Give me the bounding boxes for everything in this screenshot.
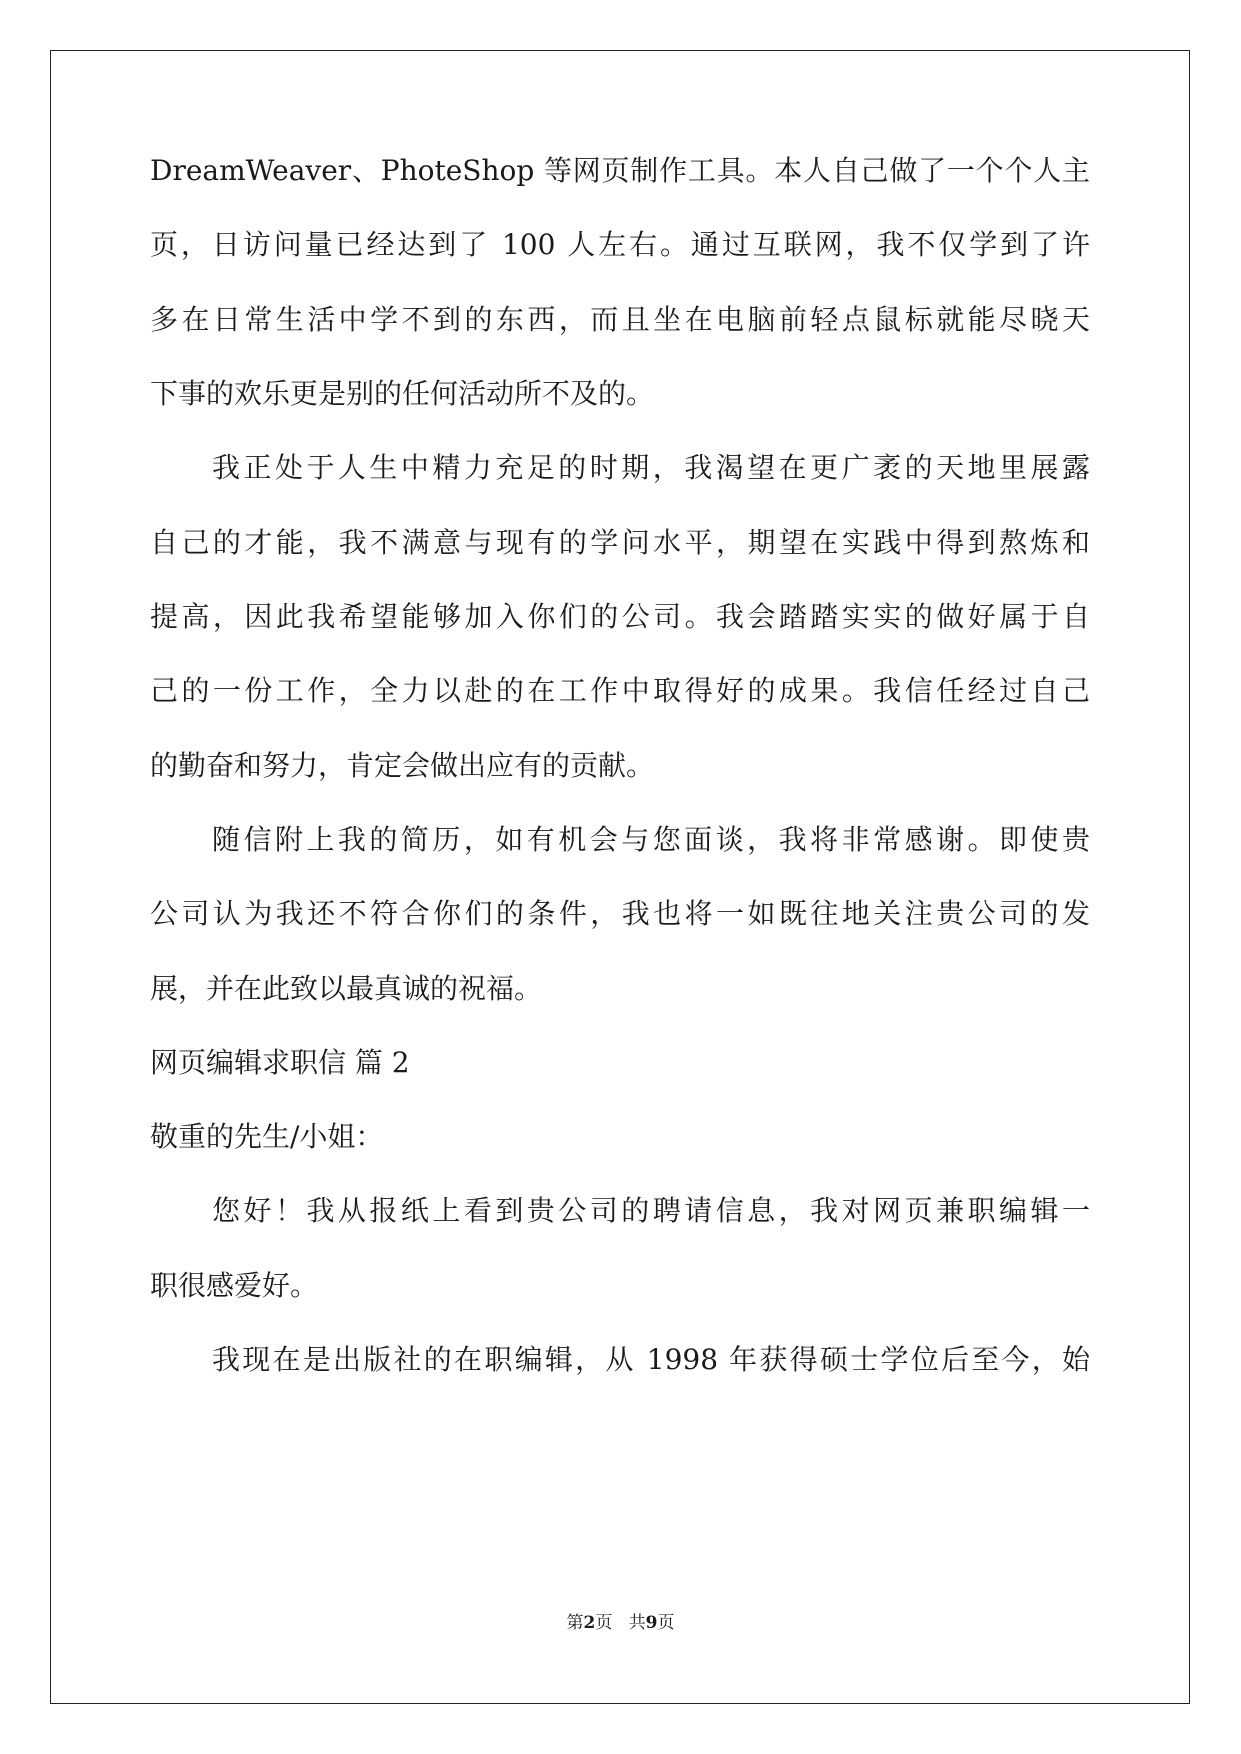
text-line: 我正处于人生中精力充足的时期，我渴望在更广袤的天地里展露 [212, 451, 1090, 484]
total-suffix: 页 [657, 1613, 675, 1633]
text-line: 提高，因此我希望能够加入你们的公司。我会踏踏实实的做好属于自 [150, 600, 1090, 633]
text-line: 自己的才能，我不满意与现有的学问水平，期望在实践中得到熬炼和 [150, 526, 1090, 559]
text-line: 我现在是出版社的在职编辑，从 1998 年获得硕士学位后至今，始 [212, 1343, 1090, 1376]
total-pages: 9 [645, 1613, 658, 1633]
text-line: 职很感爱好。 [150, 1269, 319, 1302]
page-footer [0, 1612, 1241, 1634]
page-label-prefix: 第 [566, 1613, 584, 1633]
text-line: 页，日访问量已经达到了 100 人左右。通过互联网，我不仅学到了许 [150, 228, 1090, 261]
page-label-suffix: 页 [595, 1613, 613, 1633]
text-line: 展，并在此致以最真诚的祝福。 [150, 972, 543, 1005]
section-heading: 网页编辑求职信 篇 2 [150, 1046, 410, 1079]
total-prefix: 共 [628, 1613, 646, 1633]
text-line: 公司认为我还不符合你们的条件，我也将一如既往地关注贵公司的发 [150, 897, 1090, 930]
text-line: 随信附上我的简历，如有机会与您面谈，我将非常感谢。即使贵 [212, 823, 1090, 856]
text-line: 您好！我从报纸上看到贵公司的聘请信息，我对网页兼职编辑一 [212, 1194, 1090, 1227]
text-line: 己的一份工作，全力以赴的在工作中取得好的成果。我信任经过自己 [150, 674, 1090, 707]
page-border [50, 50, 1190, 1704]
page-number: 2 [583, 1613, 596, 1633]
text-line: DreamWeaver、PhoteShop 等网页制作工具。本人自己做了一个个人主 [150, 154, 1090, 187]
text-line: 的勤奋和努力，肯定会做出应有的贡献。 [150, 749, 655, 782]
text-line: 下事的欢乐更是别的任何活动所不及的。 [150, 377, 655, 410]
text-line: 多在日常生活中学不到的东西，而且坐在电脑前轻点鼠标就能尽晓天 [150, 303, 1090, 336]
salutation: 敬重的先生/小姐： [150, 1120, 384, 1153]
